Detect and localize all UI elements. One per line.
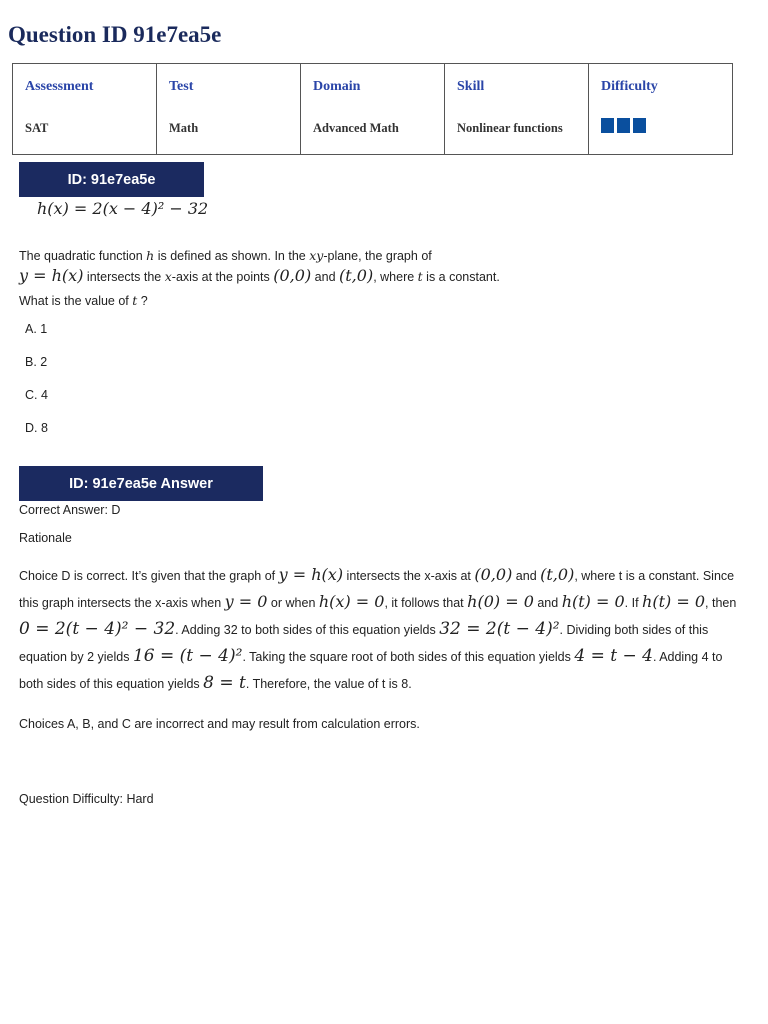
function-formula: h(x) = 2(x − 4)² − 32 xyxy=(37,199,209,218)
difficulty-bar xyxy=(617,118,630,133)
math-expression: (0,0) xyxy=(474,565,513,584)
test-cell xyxy=(157,64,301,155)
question-prompt xyxy=(19,293,148,308)
domain-cell xyxy=(301,64,445,155)
question-text-segment: -axis at the points xyxy=(171,270,274,284)
answer-id-banner: ID: 91e7ea5e Answer xyxy=(19,466,263,501)
math-expression: y = h(x) xyxy=(278,565,344,584)
difficulty-bar xyxy=(633,118,646,133)
correct-answer: Correct Answer: D xyxy=(19,503,121,517)
option-b: B. 2 xyxy=(25,355,48,369)
option-a: A. 1 xyxy=(25,322,48,336)
math-expression: x xyxy=(164,269,172,284)
math-expression: (t,0) xyxy=(540,565,575,584)
question-text-segment: , where xyxy=(373,270,418,284)
page-title: Question ID 91e7ea5e xyxy=(8,22,222,47)
rationale-text: . If xyxy=(624,596,643,610)
test-value: Math xyxy=(169,121,199,135)
difficulty-header: Difficulty xyxy=(601,79,658,94)
rationale-paragraph: Choices A, B, and C are incorrect and may result from calculation errors. xyxy=(19,717,420,731)
rationale-text: . Taking the square root of both sides of this equation yields xyxy=(242,650,575,664)
rationale-text: intersects the x-axis at xyxy=(343,569,475,583)
prompt-text: What is the value of xyxy=(19,294,133,308)
prompt-text: ? xyxy=(137,294,148,308)
option-d: D. 8 xyxy=(25,421,48,435)
math-expression: 4 = t − 4 xyxy=(574,646,653,666)
rationale-text: , then xyxy=(705,596,737,610)
skill-header: Skill xyxy=(457,79,485,94)
difficulty-bars xyxy=(601,118,720,133)
assessment-header: Assessment xyxy=(25,79,94,94)
rationale-text: . Adding 4 to both sides of this equation yields xyxy=(19,650,723,691)
math-expression: 32 = 2(t − 4)² xyxy=(439,619,560,639)
rationale-label: Rationale xyxy=(19,531,72,545)
assessment-value: SAT xyxy=(25,121,49,135)
math-expression: (0,0) xyxy=(273,266,312,285)
question-text-segment: intersects the xyxy=(83,270,165,284)
question-id-banner: ID: 91e7ea5e xyxy=(19,162,204,197)
math-expression: h(0) = 0 xyxy=(467,592,534,611)
question-text-segment: and xyxy=(311,270,339,284)
math-expression: 16 = (t − 4)² xyxy=(132,646,243,666)
math-expression: t xyxy=(417,269,423,284)
math-expression: 8 = t xyxy=(203,673,246,693)
difficulty-cell xyxy=(589,64,733,155)
difficulty-bar xyxy=(601,118,614,133)
math-expression: h(x) = 0 xyxy=(318,592,385,611)
math-expression: h(t) = 0 xyxy=(561,592,625,611)
skill-cell xyxy=(445,64,589,155)
question-text-segment: The quadratic function xyxy=(19,249,147,263)
math-expression: h(t) = 0 xyxy=(642,592,706,611)
rationale-paragraph xyxy=(19,562,746,697)
math-expression: t xyxy=(132,293,138,308)
math-expression: (t,0) xyxy=(339,266,374,285)
math-expression: 0 = 2(t − 4)² − 32 xyxy=(19,619,176,639)
rationale-body xyxy=(19,562,746,737)
question-text-segment: is defined as shown. In the xyxy=(154,249,310,263)
math-expression: xy xyxy=(309,248,324,263)
test-header: Test xyxy=(169,79,194,94)
rationale-text: and xyxy=(512,569,541,583)
question-text-segment: -plane, the graph of xyxy=(323,249,432,263)
option-c: C. 4 xyxy=(25,388,48,402)
domain-value: Advanced Math xyxy=(313,121,399,135)
question-difficulty: Question Difficulty: Hard xyxy=(19,792,154,806)
rationale-text: , it follows that xyxy=(384,596,468,610)
question-text-segment: is a constant. xyxy=(422,270,500,284)
rationale-text: or when xyxy=(267,596,319,610)
math-expression: y = h(x) xyxy=(19,266,84,285)
domain-header: Domain xyxy=(313,79,361,94)
assessment-cell xyxy=(13,64,157,155)
rationale-text: . Therefore, the value of t is 8. xyxy=(245,677,412,691)
question-text xyxy=(19,246,739,287)
rationale-text: . Dividing both sides of this equation by 2 yields xyxy=(19,623,709,664)
math-expression: h xyxy=(146,248,155,263)
rationale-text: , where t is a constant. Since this graph intersects the x-axis when xyxy=(19,569,735,610)
rationale-text: Choice D is correct. It’s given that the graph of xyxy=(19,569,279,583)
rationale-text: . Adding 32 to both sides of this equation yields xyxy=(175,623,440,637)
skill-value: Nonlinear functions xyxy=(457,121,563,135)
question-info-table xyxy=(12,63,733,155)
rationale-text: and xyxy=(533,596,562,610)
math-expression: y = 0 xyxy=(224,592,268,611)
